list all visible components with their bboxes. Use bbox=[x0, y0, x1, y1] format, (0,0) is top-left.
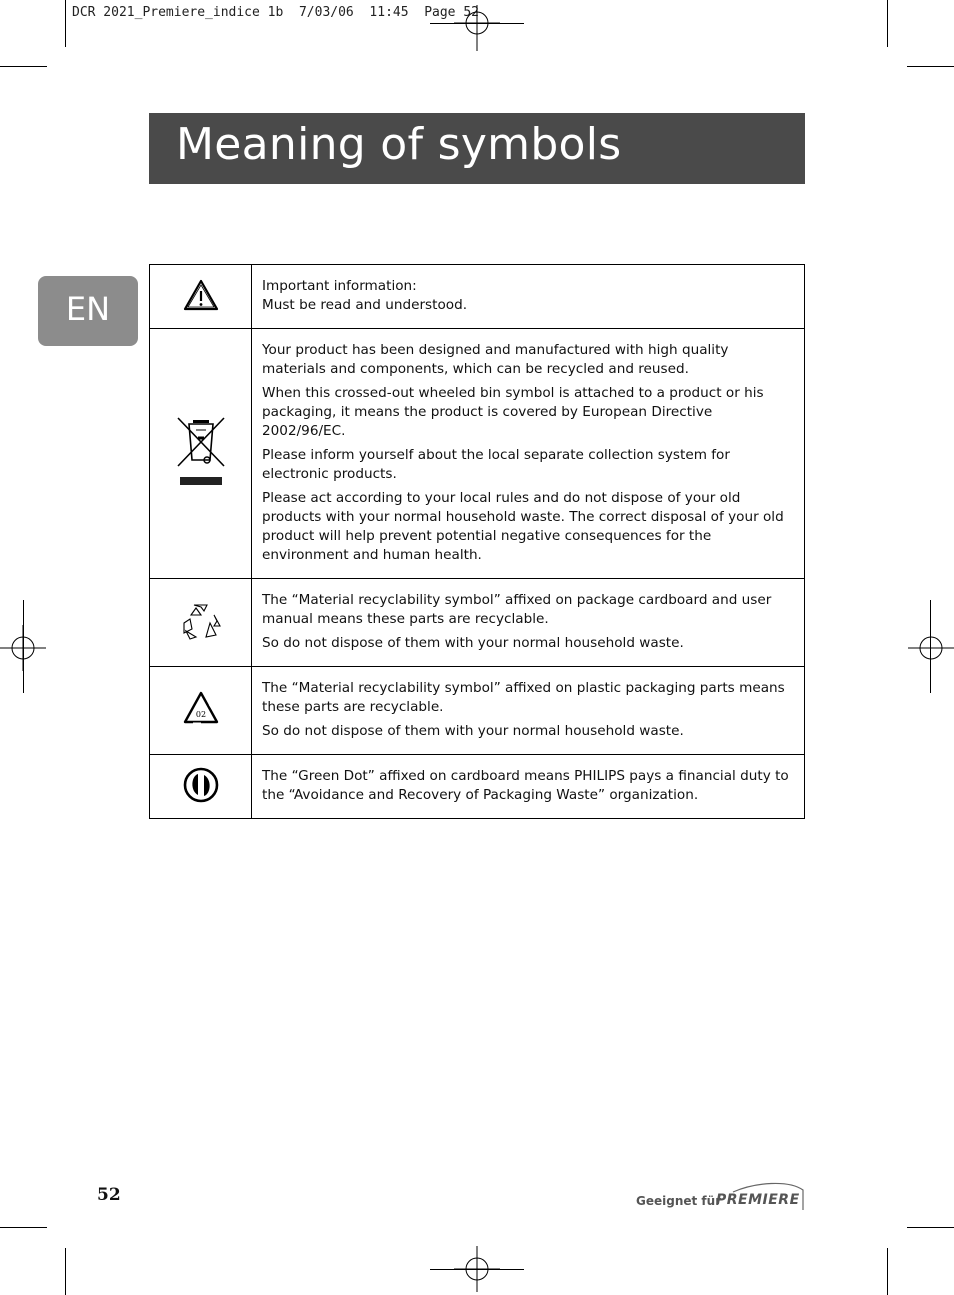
icon-cell bbox=[150, 265, 252, 329]
title-bar bbox=[149, 113, 805, 184]
symbol-description bbox=[252, 579, 805, 667]
description-paragraph: So do not dispose of them with your normal household waste. bbox=[262, 635, 684, 651]
description-paragraph: Important information: bbox=[262, 278, 417, 294]
icon-cell bbox=[150, 667, 252, 755]
description-paragraph: The “Material recyclability symbol” affixed on package cardboard and user manual means these parts are recyclable. bbox=[262, 592, 772, 627]
suitable-for-text: Geeignet für bbox=[636, 1194, 722, 1208]
table-row bbox=[150, 579, 805, 667]
language-tab-label: EN bbox=[65, 290, 111, 328]
crop-mark bbox=[430, 1269, 524, 1270]
registration-mark-icon bbox=[454, 5, 500, 51]
description-paragraph: When this crossed-out wheeled bin symbol is attached to a product or his packaging, it means the product is covered by European Directive 2002/96/EC. bbox=[262, 385, 764, 439]
description-paragraph: So do not dispose of them with your normal household waste. bbox=[262, 723, 684, 739]
description-paragraph: Please inform yourself about the local separate collection system for electronic products. bbox=[262, 447, 730, 482]
symbol-description bbox=[252, 329, 805, 579]
crop-mark bbox=[65, 0, 66, 47]
crop-mark bbox=[930, 600, 931, 693]
print-slug-header: DCR 2021_Premiere_indice 1b 7/03/06 11:45 Page 52 bbox=[72, 5, 479, 20]
symbol-description bbox=[252, 755, 805, 819]
crop-mark bbox=[887, 1248, 888, 1295]
table-row bbox=[150, 667, 805, 755]
crop-mark bbox=[907, 66, 954, 67]
crop-mark bbox=[0, 66, 47, 67]
crossed-out-wheeled-bin-icon bbox=[176, 416, 226, 488]
icon-cell bbox=[150, 329, 252, 579]
page-title: Meaning of symbols bbox=[176, 119, 622, 170]
description-paragraph: Your product has been designed and manufactured with high quality materials and components, which can be recycled and reused. bbox=[262, 342, 729, 377]
recycling-symbol-icon bbox=[180, 601, 222, 641]
green-dot-icon bbox=[183, 767, 219, 803]
description-paragraph: Must be read and understood. bbox=[262, 297, 468, 313]
table-row bbox=[150, 329, 805, 579]
description-paragraph: Please act according to your local rules and do not dispose of your old products with your normal household waste. The correct disposal of your old product will help prevent potential negative consequences for the environment and human health. bbox=[262, 490, 784, 563]
symbols-table bbox=[149, 264, 805, 819]
icon-cell bbox=[150, 755, 252, 819]
symbol-description bbox=[252, 667, 805, 755]
language-tab bbox=[38, 276, 138, 346]
premiere-logo-swoosh-icon bbox=[731, 1180, 806, 1214]
crop-mark bbox=[65, 1248, 66, 1295]
description-paragraph: The “Green Dot” affixed on cardboard means PHILIPS pays a financial duty to the “Avoidance and Recovery of Packaging Waste” organization. bbox=[262, 768, 789, 803]
crop-mark bbox=[23, 600, 24, 693]
page-number: 52 bbox=[97, 1185, 121, 1205]
warning-triangle-icon bbox=[183, 279, 219, 311]
crop-mark bbox=[430, 23, 524, 24]
icon-cell bbox=[150, 579, 252, 667]
premiere-logo: PREMIERE bbox=[716, 1192, 800, 1208]
plastic-code-label: 02 bbox=[195, 709, 206, 719]
table-row bbox=[150, 755, 805, 819]
description-paragraph: The “Material recyclability symbol” affixed on plastic packaging parts means these parts are recyclable. bbox=[262, 680, 785, 715]
crop-mark bbox=[887, 0, 888, 47]
plastic-recycling-02-icon bbox=[181, 690, 221, 728]
crop-mark bbox=[907, 1227, 954, 1228]
registration-mark-icon bbox=[908, 625, 954, 671]
table-row bbox=[150, 265, 805, 329]
crop-mark bbox=[0, 1227, 47, 1228]
symbol-description bbox=[252, 265, 805, 329]
